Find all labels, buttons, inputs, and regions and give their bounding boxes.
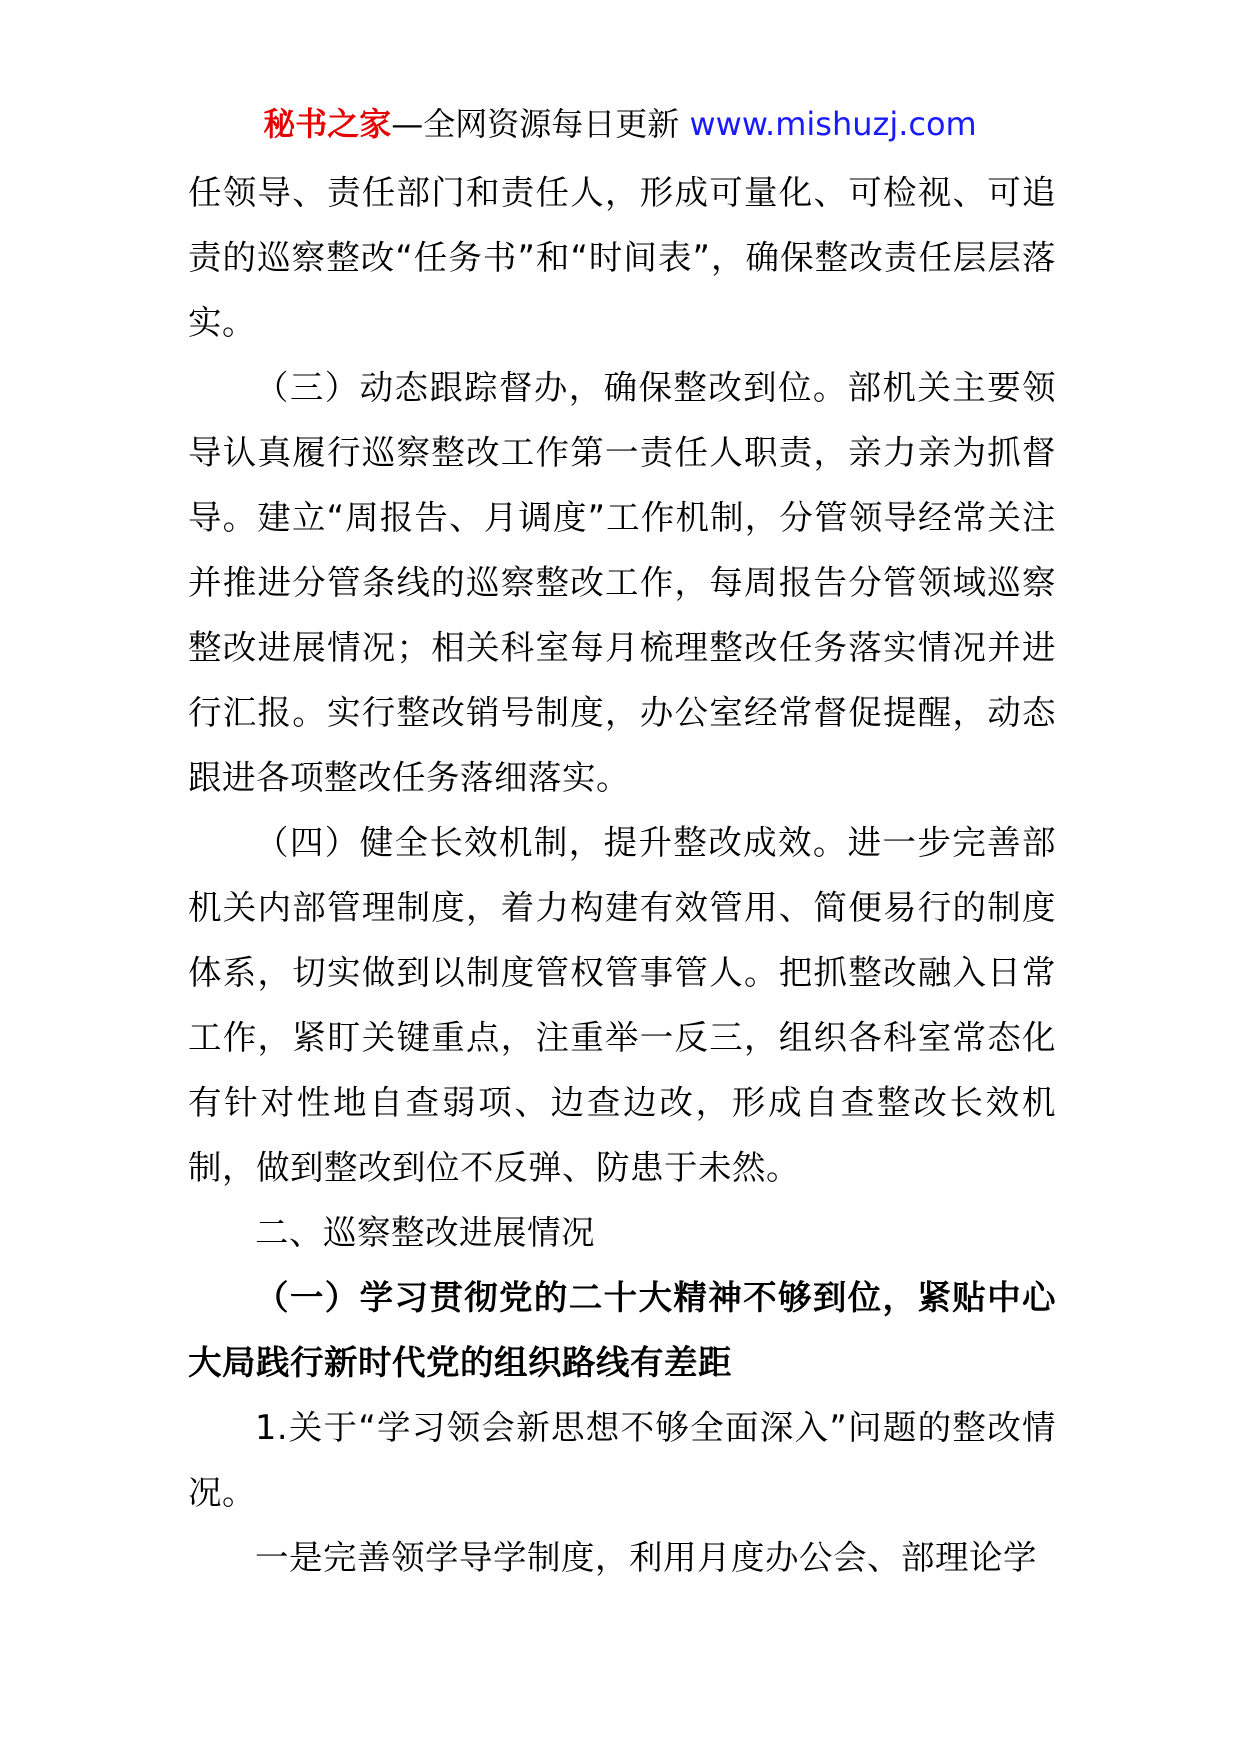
paragraph-section-4: （四）健全长效机制，提升整改成效。进一步完善部机关内部管理制度，着力构建有效管用、简便易行的制度体系，切实做到以制度管权管事管人。把抓整改融入日常工作，紧盯关键重点，注重举一反三，组织各科室常态化有针对性地自查弱项、边查边改，形成自查整改长效机制，做到整改到位不反弹、防患于未然。 <box>188 823 1056 1187</box>
item-heading-1: 1.关于“学习领会新思想不够全面深入”问题的整改情况。 <box>188 1408 1056 1512</box>
paragraph-section-3: （三）动态跟踪督办，确保整改到位。部机关主要领导认真履行巡察整改工作第一责任人职责，亲力亲为抓督导。建立“周报告、月调度”工作机制，分管领导经常关注并推进分管条线的巡察整改工作，每周报告分管领域巡察整改进展情况；相关科室每月梳理整改任务落实情况并进行汇报。实行整改销号制度，办公室经常督促提醒，动态跟进各项整改任务落细落实。 <box>188 368 1056 797</box>
section-heading-2: 二、巡察整改进展情况 <box>255 1213 595 1252</box>
paragraph-continuation: 任领导、责任部门和责任人，形成可量化、可检视、可追责的巡察整改“任务书”和“时间表”，确保整改责任层层落实。 <box>188 173 1056 342</box>
document-body <box>188 160 1056 1590</box>
site-url-link[interactable]: www.mishuzj.com <box>689 105 977 143</box>
brand-name: 秘书之家 <box>263 105 392 143</box>
subsection-heading-1: （一）学习贯彻党的二十大精神不够到位，紧贴中心大局践行新时代党的组织路线有差距 <box>188 1278 1056 1382</box>
header-tagline: —全网资源每日更新 <box>391 105 690 143</box>
paragraph-item-1-detail: 一是完善领学导学制度，利用月度办公会、部理论学 <box>255 1538 1037 1577</box>
site-header <box>0 100 1240 148</box>
